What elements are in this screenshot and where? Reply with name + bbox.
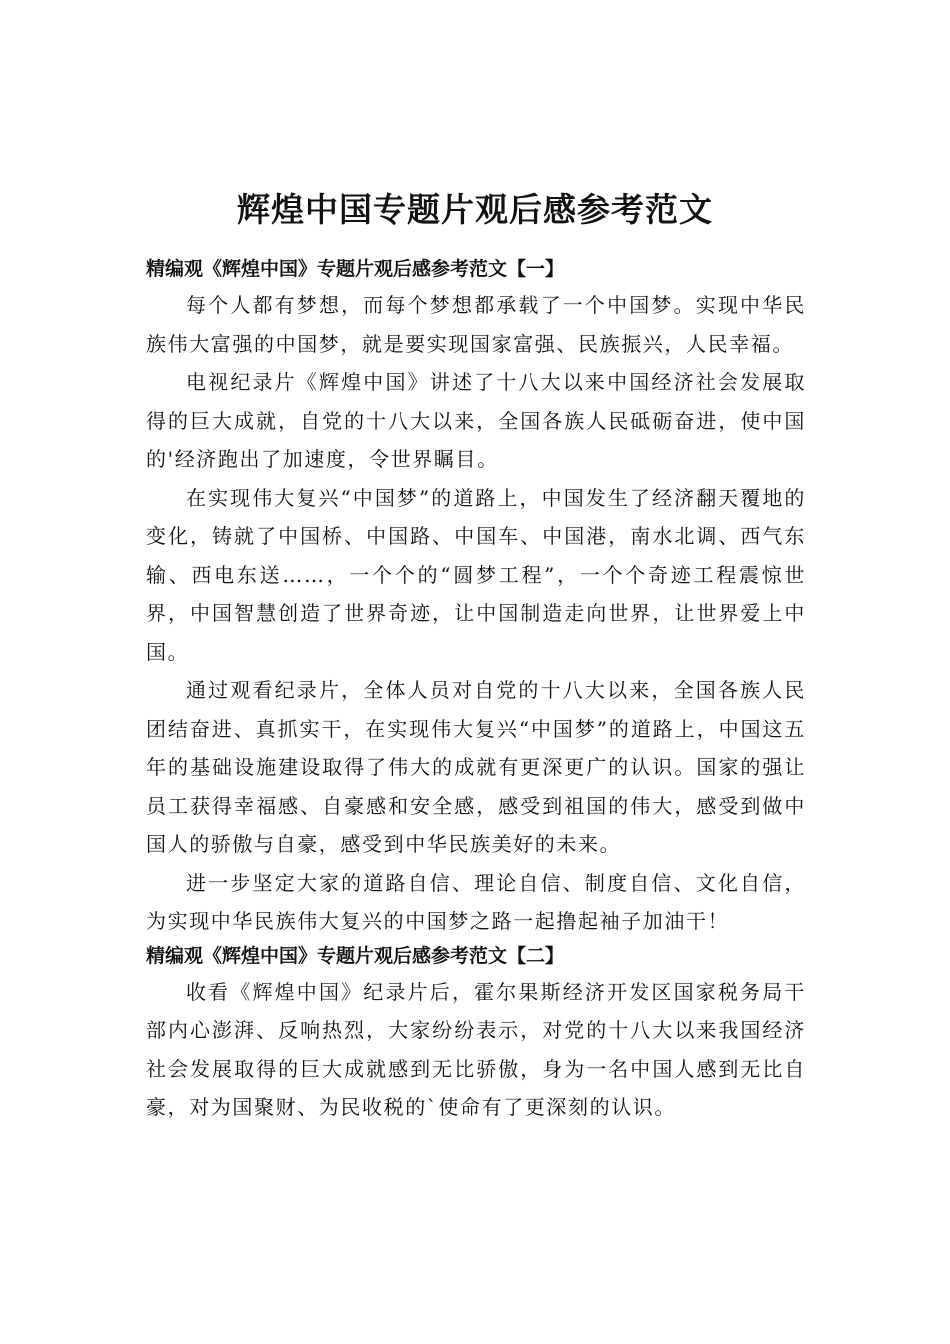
document-body — [146, 254, 806, 1127]
paragraph: 在实现伟大复兴“中国梦”的道路上，中国发生了经济翻天覆地的变化，铸就了中国桥、中国路、中国车、中国港，南水北调、西气东输、西电东送……，一个个的“圆梦工程”，一个个奇迹工程震惊世界，中国智慧创造了世界奇迹，让中国制造走向世界，让世界爱上中国。 — [146, 485, 806, 664]
section-2 — [146, 943, 806, 1127]
paragraph: 通过观看纪录片，全体人员对自党的十八大以来，全国各族人民团结奋进、真抓实干，在实现伟大复兴“中国梦”的道路上，中国这五年的基础设施建设取得了伟大的成就有更深更广的认识。国家的强让员工获得幸福感、自豪感和安全感，感受到祖国的伟大，感受到做中国人的骄傲与自豪，感受到中华民族美好的未来。 — [146, 678, 806, 856]
section-heading-1: 精编观《辉煌中国》专题片观后感参考范文【一】 — [146, 258, 565, 280]
document-title: 辉煌中国专题片观后感参考范文 — [237, 190, 713, 229]
section-heading-2: 精编观《辉煌中国》专题片观后感参考范文【二】 — [146, 944, 565, 967]
paragraph: 收看《辉煌中国》纪录片后，霍尔果斯经济开发区国家税务局干部内心澎湃、反响热烈，大家纷纷表示，对党的十八大以来我国经济社会发展取得的巨大成就感到无比骄傲，身为一名中国人感到无比自豪，对为国聚财、为民收税的`使命有了更深刻的认识。 — [146, 979, 806, 1119]
paragraph: 电视纪录片《辉煌中国》讲述了十八大以来中国经济社会发展取得的巨大成就，自党的十八大以来，全国各族人民砥砺奋进，使中国的'经济跑出了加速度，令世界瞩目。 — [146, 370, 806, 471]
section-1 — [146, 256, 806, 941]
paragraph: 每个人都有梦想，而每个梦想都承载了一个中国梦。实现中华民族伟大富强的中国梦，就是要实现国家富强、民族振兴，人民幸福。 — [146, 293, 806, 356]
paragraph: 进一步坚定大家的道路自信、理论自信、制度自信、文化自信，为实现中华民族伟大复兴的中国梦之路一起撸起袖子加油干！ — [146, 870, 806, 933]
